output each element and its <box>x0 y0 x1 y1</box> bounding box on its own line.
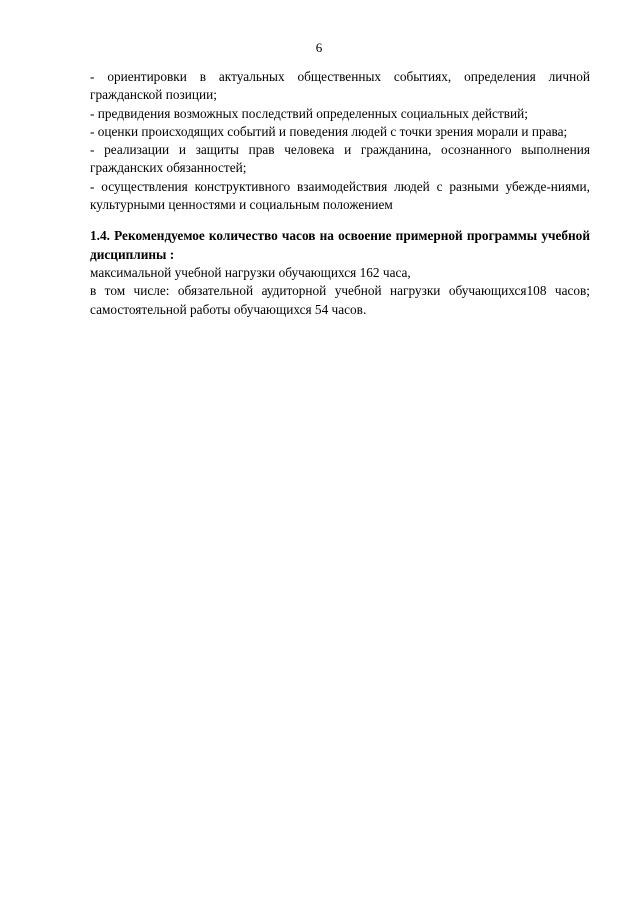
list-item: - оценки происходящих событий и поведения людей с точки зрения морали и права; <box>90 123 568 139</box>
section-spacer <box>90 214 590 227</box>
page-content <box>90 68 590 319</box>
page-number: 6 <box>315 40 323 55</box>
list-item: - реализации и защиты прав человека и гражданина, осознанного выполнения гражданских обязанностей; <box>90 142 590 176</box>
max-load-line: максимальной учебной нагрузки обучающихся 162 часа, <box>90 264 411 280</box>
list-item: - предвидения возможных последствий определенных социальных действий; <box>90 105 528 121</box>
list-item: - ориентировки в актуальных общественных событиях, определения личной гражданской позиции; <box>90 69 590 103</box>
list-item: - осуществления конструктивного взаимодействия людей с разными убежде-ниями, культурными ценностями и социальным положением <box>90 178 590 213</box>
section-heading: 1.4. Рекомендуемое количество часов на освоение примерной программы учебной дисциплины : <box>90 228 590 262</box>
load-breakdown-line: в том числе: обязательной аудиторной учебной нагрузки обучающихся108 часов; самостоятельной работы обучающихся 54 часов. <box>90 283 590 317</box>
